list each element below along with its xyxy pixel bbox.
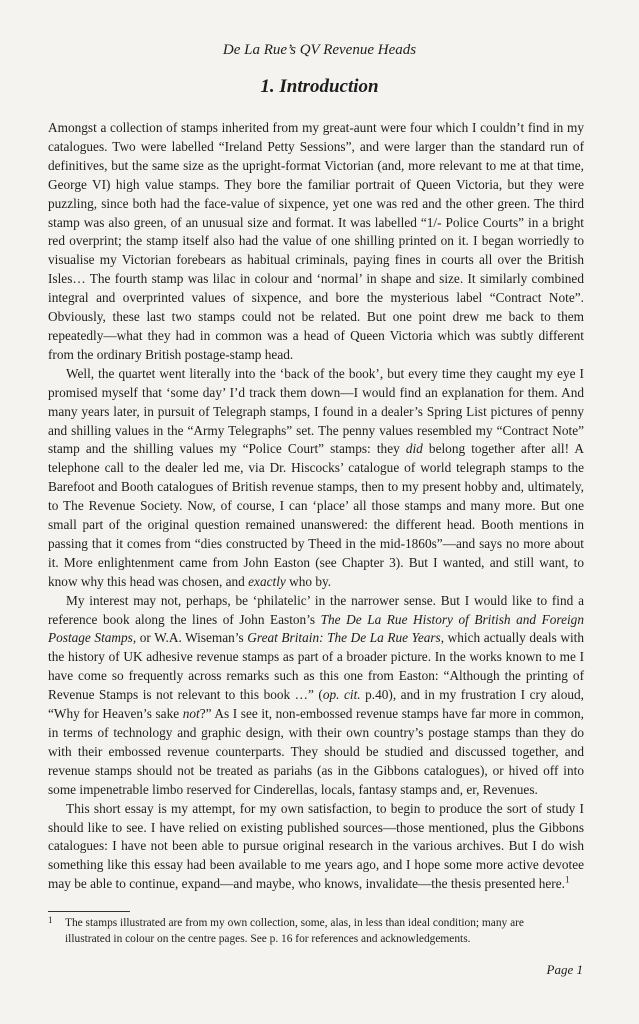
paragraph-3-text: p.40), and in my frustration I cry aloud, “Why for Heaven’s sake [48, 687, 585, 722]
body-text [48, 119, 584, 894]
page-number: Page 1 [546, 962, 583, 977]
book-title: Great Britain: The De La Rue Years [247, 630, 441, 646]
emphasis: did [405, 441, 423, 457]
chapter-title: 1. Introduction [260, 76, 379, 97]
emphasis: op. cit. [322, 687, 361, 703]
running-head: De La Rue’s QV Revenue Heads [222, 42, 417, 58]
emphasis: exactly [248, 573, 286, 589]
paragraph-2-text: Well, the quartet went literally into the ‘back of the book’, but every time they caught my eye I promised myself that ‘some day’ I’d track them down—I would find an explanation for them. And many years later, in pursuit of Telegraph stamps, I found in a dealer’s Spring List pictures of penny and shilling values in the “Army Telegraphs” set. The penny values resembled my “Contract Note” stamp and the shilling values my “Police Court” stamps: they [48, 365, 584, 457]
paragraph-2-text: belong together after all! A telephone call to the dealer led me, via Dr. Hiscocks’ catalogue of world telegraph stamps to the Barefoot and Booth catalogues of British revenue stamps, then to my present hobby and, ultimately, to The Revenue Society. Now, of course, I can ‘place’ all those stamps and many more. But one small part of the original question remained unanswered: the different head. Booth mentions in passing that it comes from “dies constructed by Theed in the mid-1860s”—and says no more about it. More enlightenment came from John Easton (see Chapter 3). But I wanted, and still want, to know why this head was chosen, and [48, 441, 584, 589]
paragraph-3-text: , or W.A. Wiseman’s [132, 630, 248, 646]
paragraph-2-text: who by. [285, 573, 332, 589]
footnote-reference: 1 [564, 874, 570, 885]
paragraph-3-text: , which actually deals with the history of UK adhesive revenue stamps as part of a broader picture. In the works known to me I have come so frequently across remarks such as this one from Easton: “Although the printing of Revenue Stamps is not relevant to this book …” ( [48, 630, 584, 703]
paragraph-4 [48, 800, 584, 895]
emphasis: not [182, 706, 200, 722]
footnote-mark: 1 [48, 915, 53, 925]
paragraph-4-text: This short essay is my attempt, for my own satisfaction, to begin to produce the sort of study I should like to see. I have relied on existing published sources—those mentioned, plus the Gibbons catalogues: I have not been able to pursue original research in the various archives. But I do wish something like this essay had been available to me years ago, and I hope some more active devotee may be able to continue, expand—and maybe, who knows, invalidate—the thesis presented here. [48, 800, 584, 892]
footnote-text: The stamps illustrated are from my own collection, some, alas, in less than ideal condition; many are illustrated in colour on the centre pages. See p. 16 for references and acknowledgements. [65, 917, 524, 945]
paragraph-3 [48, 592, 584, 800]
paragraph-3-text: ?” As I see it, non-embossed revenue stamps have far more in common, in terms of technology and graphic design, with their own country’s postage stamps than they do with their embossed revenue counterparts. They should be studied and discussed together, and revenue stamps should not be treated as pariahs (as in the Gibbons catalogues), or hived off into some impenetrable limbo reserved for Cinderellas, locals, fantasy stamps and, er, Revenues. [48, 706, 584, 797]
paragraph-3-text: My interest may not, perhaps, be ‘philatelic’ in the narrower sense. But I would like to find a reference book along the lines of John Easton’s [48, 592, 584, 627]
footnote [48, 915, 568, 947]
paragraph-1: Amongst a collection of stamps inherited from my great-aunt were four which I couldn’t find in my catalogues. Two were labelled “Ireland Petty Sessions”, and were larger than the standard run of definitives, but the same size as the upright-format Victorian (and, more relevant to me at that time, George VI) high value stamps. They bore the familiar portrait of Queen Victoria, but they were puzzling, since both had the face-value of sixpence, yet one was red and the other green. The third stamp was also green, of an unusual size and format. It was labelled “1/- Police Courts” in a bright red overprint; the stamp itself also had the value of one shilling printed on it. I began worriedly to visualise my Victorian forebears as habitual criminals, paying fines in courts all over the British Isles… The fourth stamp was lilac in colour and ‘normal’ in shape and size. It similarly combined integral and overprinted values of sixpence, and bore the mysterious label “Contract Note”. Obviously, these last two stamps could not be related. But one point drew me back to them repeatedly—what they had in common was a head of Queen Victoria which was subtly different from the ordinary British postage-stamp head. [48, 120, 584, 362]
paragraph-2 [48, 365, 584, 592]
footnote-rule [48, 911, 130, 912]
book-title: The De La Rue History of British and Foreign Postage Stamps [48, 611, 584, 646]
